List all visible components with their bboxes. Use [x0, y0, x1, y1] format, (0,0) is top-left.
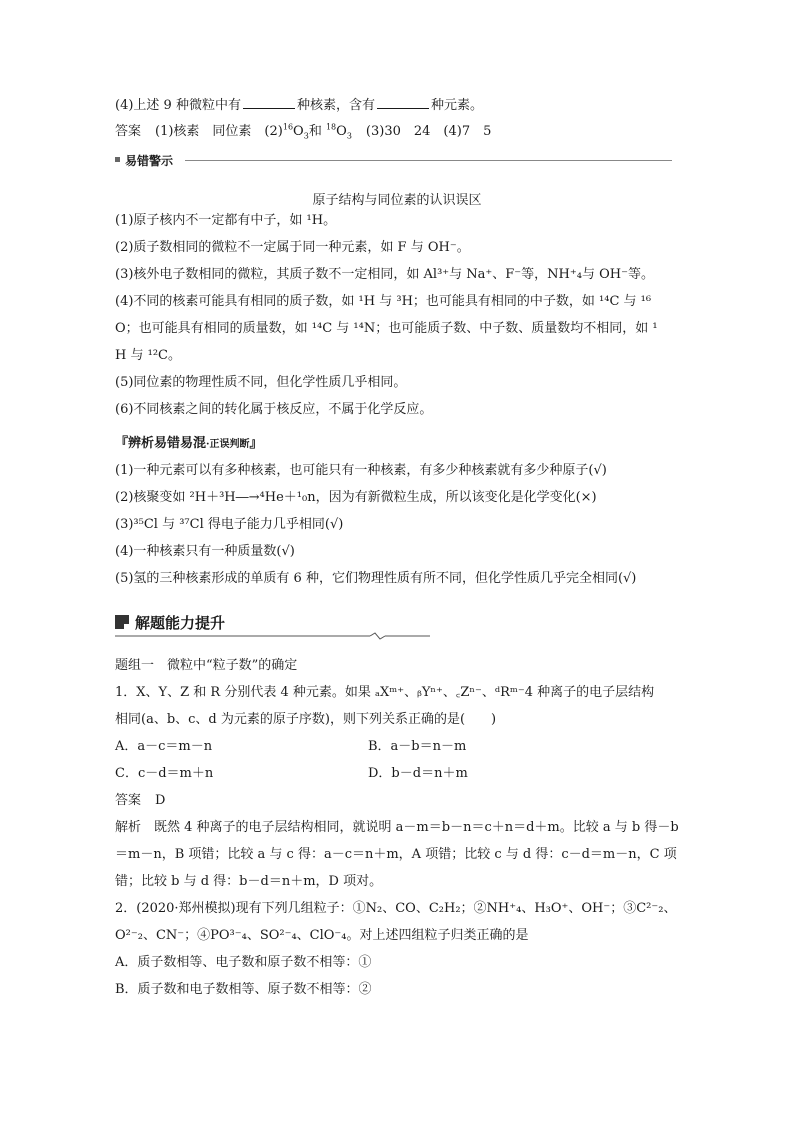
answer-text-3: 和 — [308, 124, 322, 139]
warning-item: (5)同位素的物理性质不同，但化学性质几乎相同。 — [115, 375, 407, 390]
section-title: 解题能力提升 — [135, 614, 226, 632]
answer-blank-2 — [377, 96, 429, 109]
answer-text-4: O — [336, 124, 347, 139]
q1-explain-line: 错；比较 b 与 d 得：b－d＝n＋m，D 项对。 — [115, 874, 383, 889]
question-4-line — [115, 96, 483, 115]
answer-text-1: (1)核素 同位素 (2) — [155, 124, 283, 139]
q4-text-2: 种核素，含有 — [296, 98, 375, 113]
q1-option-b: B．a－b＝n－m — [368, 739, 467, 754]
judge-item: (5)氢的三种核素形成的单质有 6 种，它们物理性质有所不同，但化学性质几乎完全相同(√) — [115, 571, 637, 586]
square-bullet-icon — [115, 157, 120, 162]
q1-explain-line: 解析 既然 4 种离子的电子层结构相同，就说明 a－m＝b－n＝c＋n＝d＋m。比较 a 与 b 得－b — [115, 820, 679, 835]
judge-item: (1)一种元素可以有多种核素，也可能只有一种核素，有多少种核素就有多少种原子(√) — [115, 463, 607, 478]
judge-subtitle: ·正误判断 — [206, 439, 250, 450]
superscript-16: 16 — [282, 122, 294, 132]
q2-line: 2．(2020·郑州模拟)现有下列几组粒子：①N₂、CO、C₂H₂；②NH⁺₄、H₃O⁺、OH⁻；③C²⁻₂、 — [115, 901, 677, 916]
divider — [185, 160, 672, 161]
warning-header — [115, 153, 672, 167]
warning-item: (1)原子核内不一定都有中子，如 ¹H。 — [115, 213, 337, 228]
q2-line: O²⁻₂、CN⁻；④PO³⁻₄、SO²⁻₄、ClO⁻₄。对上述四组粒子归类正确的是 — [115, 928, 529, 943]
q1-option-d: D．b－d＝n＋m — [368, 766, 468, 781]
answer-line — [115, 123, 491, 141]
bracket-left-icon: 『 — [115, 436, 129, 451]
warning-item: (4)不同的核素可能具有相同的质子数，如 ¹H 与 ³H；也可能具有相同的中子数，如 ¹⁴C 与 ¹⁶ — [115, 294, 652, 309]
answer-text-5: (3)30 24 (4)7 5 — [365, 124, 492, 139]
judge-item: (2)核聚变如 ²H＋³H―→⁴He＋¹₀n，因为有新微粒生成，所以该变化是化学变化(×) — [115, 490, 597, 505]
section-block-icon — [115, 615, 129, 629]
q4-text-3: 种元素。 — [430, 98, 483, 113]
group-title: 题组一 微粒中“粒子数”的确定 — [115, 658, 298, 673]
q1-answer-value: D — [155, 793, 166, 808]
warning-title: 原子结构与同位素的认识误区 — [312, 193, 482, 208]
judge-item: (4)一种核素只有一种质量数(√) — [115, 544, 295, 559]
warning-item: (3)核外电子数相同的微粒，其质子数不一定相同，如 Al³⁺与 Na⁺、F⁻等，NH⁺₄与 OH⁻等。 — [115, 267, 654, 282]
q1-line-2: 相同(a、b、c、d 为元素的原子序数)，则下列关系正确的是( ) — [115, 712, 497, 727]
q2-option-b: B．质子数和电子数相等、原子数不相等：② — [115, 982, 372, 997]
section-underline — [115, 632, 435, 640]
answer-blank-1 — [243, 96, 295, 109]
judge-title-text: 辨析易错易混 — [128, 436, 207, 451]
answer-text-2: O — [293, 124, 304, 139]
superscript-18: 18 — [325, 122, 337, 132]
subscript-3a: 3 — [303, 131, 309, 141]
warning-item: (2)质子数相同的微粒不一定属于同一种元素，如 F 与 OH⁻。 — [115, 240, 470, 255]
answer-label: 答案 — [115, 124, 142, 139]
bracket-right-icon: 』 — [249, 436, 263, 451]
q1-answer-line — [115, 792, 165, 810]
warning-label: 易错警示 — [125, 154, 174, 168]
section-header — [115, 612, 435, 636]
judge-title — [115, 432, 263, 451]
q1-answer-label: 答案 — [115, 793, 142, 808]
q4-text-1: (4)上述 9 种微粒中有 — [115, 98, 241, 113]
judge-item: (3)³⁵Cl 与 ³⁷Cl 得电子能力几乎相同(√) — [115, 517, 344, 532]
q1-line-1: 1．X、Y、Z 和 R 分别代表 4 种元素。如果 ₐXᵐ⁺、ᵦYⁿ⁺、꜀Zⁿ⁻、ᵈRᵐ⁻4 种离子的电子层结构 — [115, 685, 655, 700]
q1-option-c: C．c－d＝m＋n — [115, 766, 214, 781]
q1-explain-line: ＝m－n，B 项错；比较 a 与 c 得：a－c＝n＋m，A 项错；比较 c 与 d 得：c－d＝m－n，C 项 — [115, 847, 677, 862]
warning-item: O；也可能具有相同的质量数，如 ¹⁴C 与 ¹⁴N；也可能质子数、中子数、质量数均不相同，如 ¹ — [115, 321, 658, 336]
q2-option-a: A．质子数相等、电子数和原子数不相等：① — [115, 955, 372, 970]
subscript-3b: 3 — [346, 131, 352, 141]
warning-item: (6)不同核素之间的转化属于核反应，不属于化学反应。 — [115, 402, 433, 417]
warning-item: H 与 ¹²C。 — [115, 348, 181, 363]
q1-option-a: A．a－c＝m－n — [115, 739, 213, 754]
